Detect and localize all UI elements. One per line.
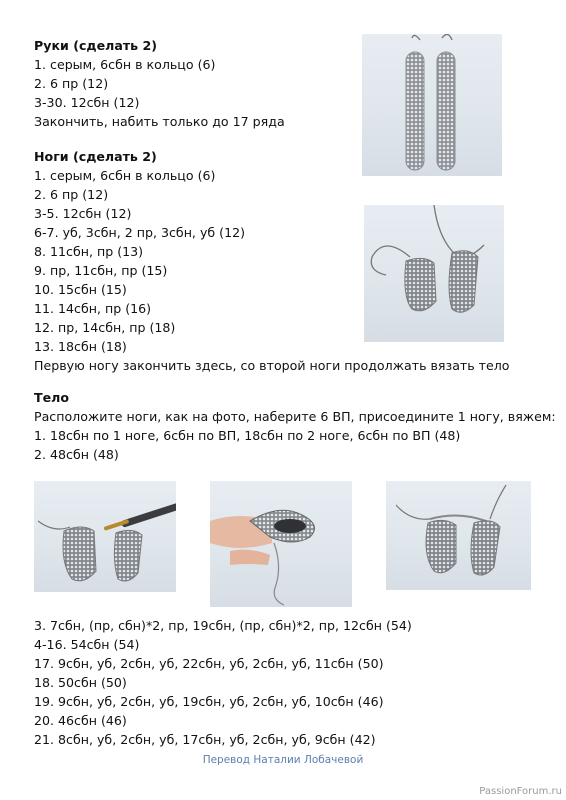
legs-line: 8. 11сбн, пр (13) [34,244,144,259]
arms-heading: Руки (сделать 2) [34,38,158,53]
arms-line: 2. 6 пр (12) [34,76,109,91]
legs-line: Первую ногу закончить здесь, со второй ноги продолжать вязать тело [34,358,510,373]
body-line: 4-16. 54сбн (54) [34,637,140,652]
body-line: 20. 46сбн (46) [34,713,127,728]
body-section [34,388,556,464]
legs-line: 13. 18сбн (18) [34,339,127,354]
body-heading: Тело [34,390,70,405]
legs-line: 10. 15сбн (15) [34,282,127,297]
site-watermark: PassionForum.ru [479,786,562,797]
legs-line: 6-7. уб, 3сбн, 2 пр, 3сбн, уб (12) [34,225,246,240]
arms-line: 3-30. 12сбн (12) [34,95,140,110]
body-line: Расположите ноги, как на фото, наберите 6 ВП, присоедините 1 ногу, вяжем: [34,409,556,424]
body-line: 21. 8сбн, уб, 2сбн, уб, 17сбн, уб, 2сбн, уб, 9сбн (42) [34,732,376,747]
body-line: 2. 48сбн (48) [34,447,119,462]
body-photo-1 [34,481,176,592]
body-photo-3 [386,481,531,590]
legs-line: 3-5. 12сбн (12) [34,206,132,221]
body-section-continued [34,616,412,749]
body-line: 1. 18сбн по 1 ноге, 6сбн по ВП, 18сбн по 2 ноге, 6сбн по ВП (48) [34,428,461,443]
arms-line: Закончить, набить только до 17 ряда [34,114,285,129]
legs-line: 2. 6 пр (12) [34,187,109,202]
body-line: 17. 9сбн, уб, 2сбн, уб, 22сбн, уб, 2сбн, уб, 11сбн (50) [34,656,384,671]
arms-photo [362,34,502,176]
arms-section [34,36,285,131]
legs-heading: Ноги (сделать 2) [34,149,157,164]
legs-line: 12. пр, 14сбн, пр (18) [34,320,176,335]
arms-line: 1. серым, 6сбн в кольцо (6) [34,57,216,72]
legs-photo [364,205,504,342]
body-line: 3. 7сбн, (пр, сбн)*2, пр, 19сбн, (пр, сбн)*2, пр, 12сбн (54) [34,618,412,633]
translator-credit: Перевод Наталии Лобачевой [202,754,364,766]
body-photo-2 [210,481,352,607]
body-line: 18. 50сбн (50) [34,675,127,690]
legs-line: 9. пр, 11сбн, пр (15) [34,263,168,278]
legs-line: 1. серым, 6сбн в кольцо (6) [34,168,216,183]
body-line: 19. 9сбн, уб, 2сбн, уб, 19сбн, уб, 2сбн, уб, 10сбн (46) [34,694,384,709]
legs-line: 11. 14сбн, пр (16) [34,301,152,316]
